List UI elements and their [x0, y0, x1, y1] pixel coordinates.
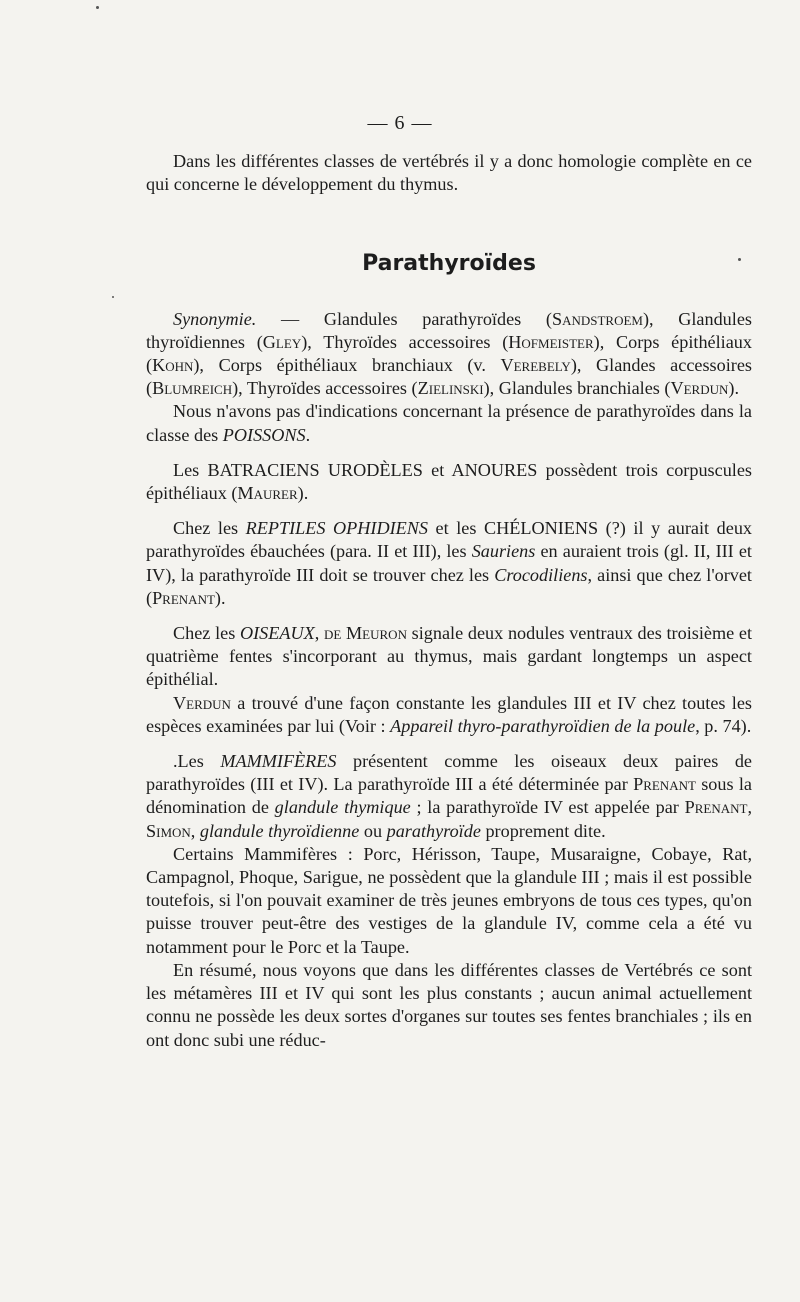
text-run: ; la parathyroïde IV est appelée par — [410, 797, 685, 818]
text-run: — Glandules parathyroïdes ( — [256, 308, 552, 329]
taxon-name: OISEAUX — [239, 623, 315, 644]
text-run: a trouvé d'une façon constante les glandules III et IV chez toutes les espèces examinées par lui (Voir : — [146, 692, 752, 736]
text-run: proprement dite. — [480, 820, 606, 841]
author-name: Kohn — [152, 355, 194, 376]
print-speck — [96, 6, 99, 9]
text-run: Chez les — [173, 623, 240, 644]
text-run: ), Glandules thyroïdiennes ( — [146, 308, 752, 352]
text-run: ), Corps épithéliaux ( — [146, 331, 752, 376]
text-run: , — [747, 797, 752, 818]
text-run: . — [305, 424, 311, 445]
text-run: sous la dénomination de — [146, 774, 753, 818]
text-run: , ainsi que chez l'orvet ( — [146, 564, 752, 608]
author-name: Blumreich — [152, 378, 233, 399]
author-name: Simon — [146, 820, 191, 841]
text-run: Chez les — [173, 518, 246, 539]
text-run: signale deux nodules ventraux des troisième et quatrième fentes s'incorporant au thymus, mais gardant longtemps un aspect épithélial. — [146, 623, 752, 690]
mammiferes-paragraph — [146, 750, 752, 843]
author-name: Gley — [262, 331, 302, 352]
taxon-name: REPTILES OPHIDIENS — [245, 518, 428, 539]
text-run: .Les — [173, 751, 221, 772]
taxon-name: POISSONS — [222, 424, 306, 445]
text-run: ), Glandules branchiales ( — [483, 378, 671, 399]
author-name: Prenant — [633, 774, 696, 795]
body-text — [146, 150, 752, 1052]
text-run: présentent comme les oiseaux deux paires de parathyroïdes (III et IV). La parathyroïde III a été déterminée par — [146, 751, 753, 795]
author-name: Prenant — [152, 587, 215, 608]
text-run: , p. 74). — [695, 715, 752, 736]
text-run: ), Glandes accessoires ( — [146, 355, 752, 399]
text-run: et les CHÉLONIENS (?) il y aurait deux parathyroïdes ébauchées (para. II et III), les — [146, 518, 753, 562]
synonymie-paragraph — [146, 308, 752, 401]
poissons-paragraph — [146, 400, 752, 446]
text-run: ). — [728, 378, 740, 399]
reptiles-paragraph — [146, 517, 752, 610]
text-run: ou — [359, 820, 387, 841]
text-run: ), Corps épithéliaux branchiaux (v. — [193, 355, 501, 376]
intro-paragraph: Dans les différentes classes de vertébrés il y a donc homologie complète en ce qui concerne le développement du thymus. — [146, 151, 752, 195]
author-name: Sandstroem — [551, 308, 643, 329]
text-run: ). — [214, 587, 226, 608]
author-name: Verebely — [500, 355, 571, 376]
text-run: ), Thyroïdes accessoires ( — [232, 378, 418, 399]
synonymie-label: Synonymie. — [173, 308, 257, 329]
text-run: ), Thyroïdes accessoires ( — [301, 331, 509, 352]
page-number: — 6 — — [367, 112, 433, 134]
author-name: Verdun — [670, 378, 729, 399]
citation-title: Appareil thyro-parathyroïdien de la poule — [390, 715, 696, 736]
term: glandule thyroïdienne — [199, 820, 360, 841]
verdun-paragraph — [146, 692, 752, 738]
text-run: , — [314, 623, 324, 644]
batraciens-paragraph — [146, 459, 752, 505]
author-name: Prenant — [684, 797, 748, 818]
author-name: Verdun — [173, 692, 231, 713]
term: glandule thymique — [274, 797, 411, 818]
certains-paragraph: Certains Mammifères : Porc, Hérisson, Taupe, Musaraigne, Cobaye, Rat, Campagnol, Phoque, Sarigue, ne possèdent que la glandule III ; mais il est possible toutefois, si l'on pouvait examiner de très jeunes embryons de tous ces types, qu'on puisse trouver peut-être des vestiges de la glandule IV, comme cela a été vu notamment pour le Porc et la Taupe. — [146, 843, 752, 957]
text-run: ). — [297, 483, 309, 504]
author-name: de Meuron — [323, 623, 407, 644]
text-run: en auraient trois (gl. II, III et IV), la parathyroïde III doit se trouver chez les — [146, 541, 752, 585]
author-name: Zielinski — [417, 378, 484, 399]
taxon-name: Sauriens — [471, 541, 536, 562]
term: parathyroïde — [386, 820, 481, 841]
resume-paragraph: En résumé, nous voyons que dans les différentes classes de Vertébrés ce sont les métamères III et IV qui sont les plus constants ; aucun animal actuellement connu ne possède les deux sortes d'organes sur toutes ses fentes branchiales ; ils en ont donc subi une réduc- — [146, 959, 752, 1050]
text-run: Nous n'avons pas d'indications concernant la présence de parathyroïdes dans la classe des — [146, 401, 752, 445]
taxon-name: Crocodiliens — [494, 564, 588, 585]
text-run: , — [190, 820, 200, 841]
print-speck — [112, 296, 114, 298]
author-name: Hofmeister — [508, 331, 594, 352]
author-name: Maurer — [237, 483, 298, 504]
section-heading: Parathyroïdes — [362, 251, 536, 277]
taxon-name: MAMMIFÈRES — [220, 751, 337, 772]
oiseaux-paragraph — [146, 622, 752, 692]
text-run: Les BATRACIENS URODÈLES et ANOURES possèdent trois corpuscules épithéliaux ( — [146, 459, 752, 504]
